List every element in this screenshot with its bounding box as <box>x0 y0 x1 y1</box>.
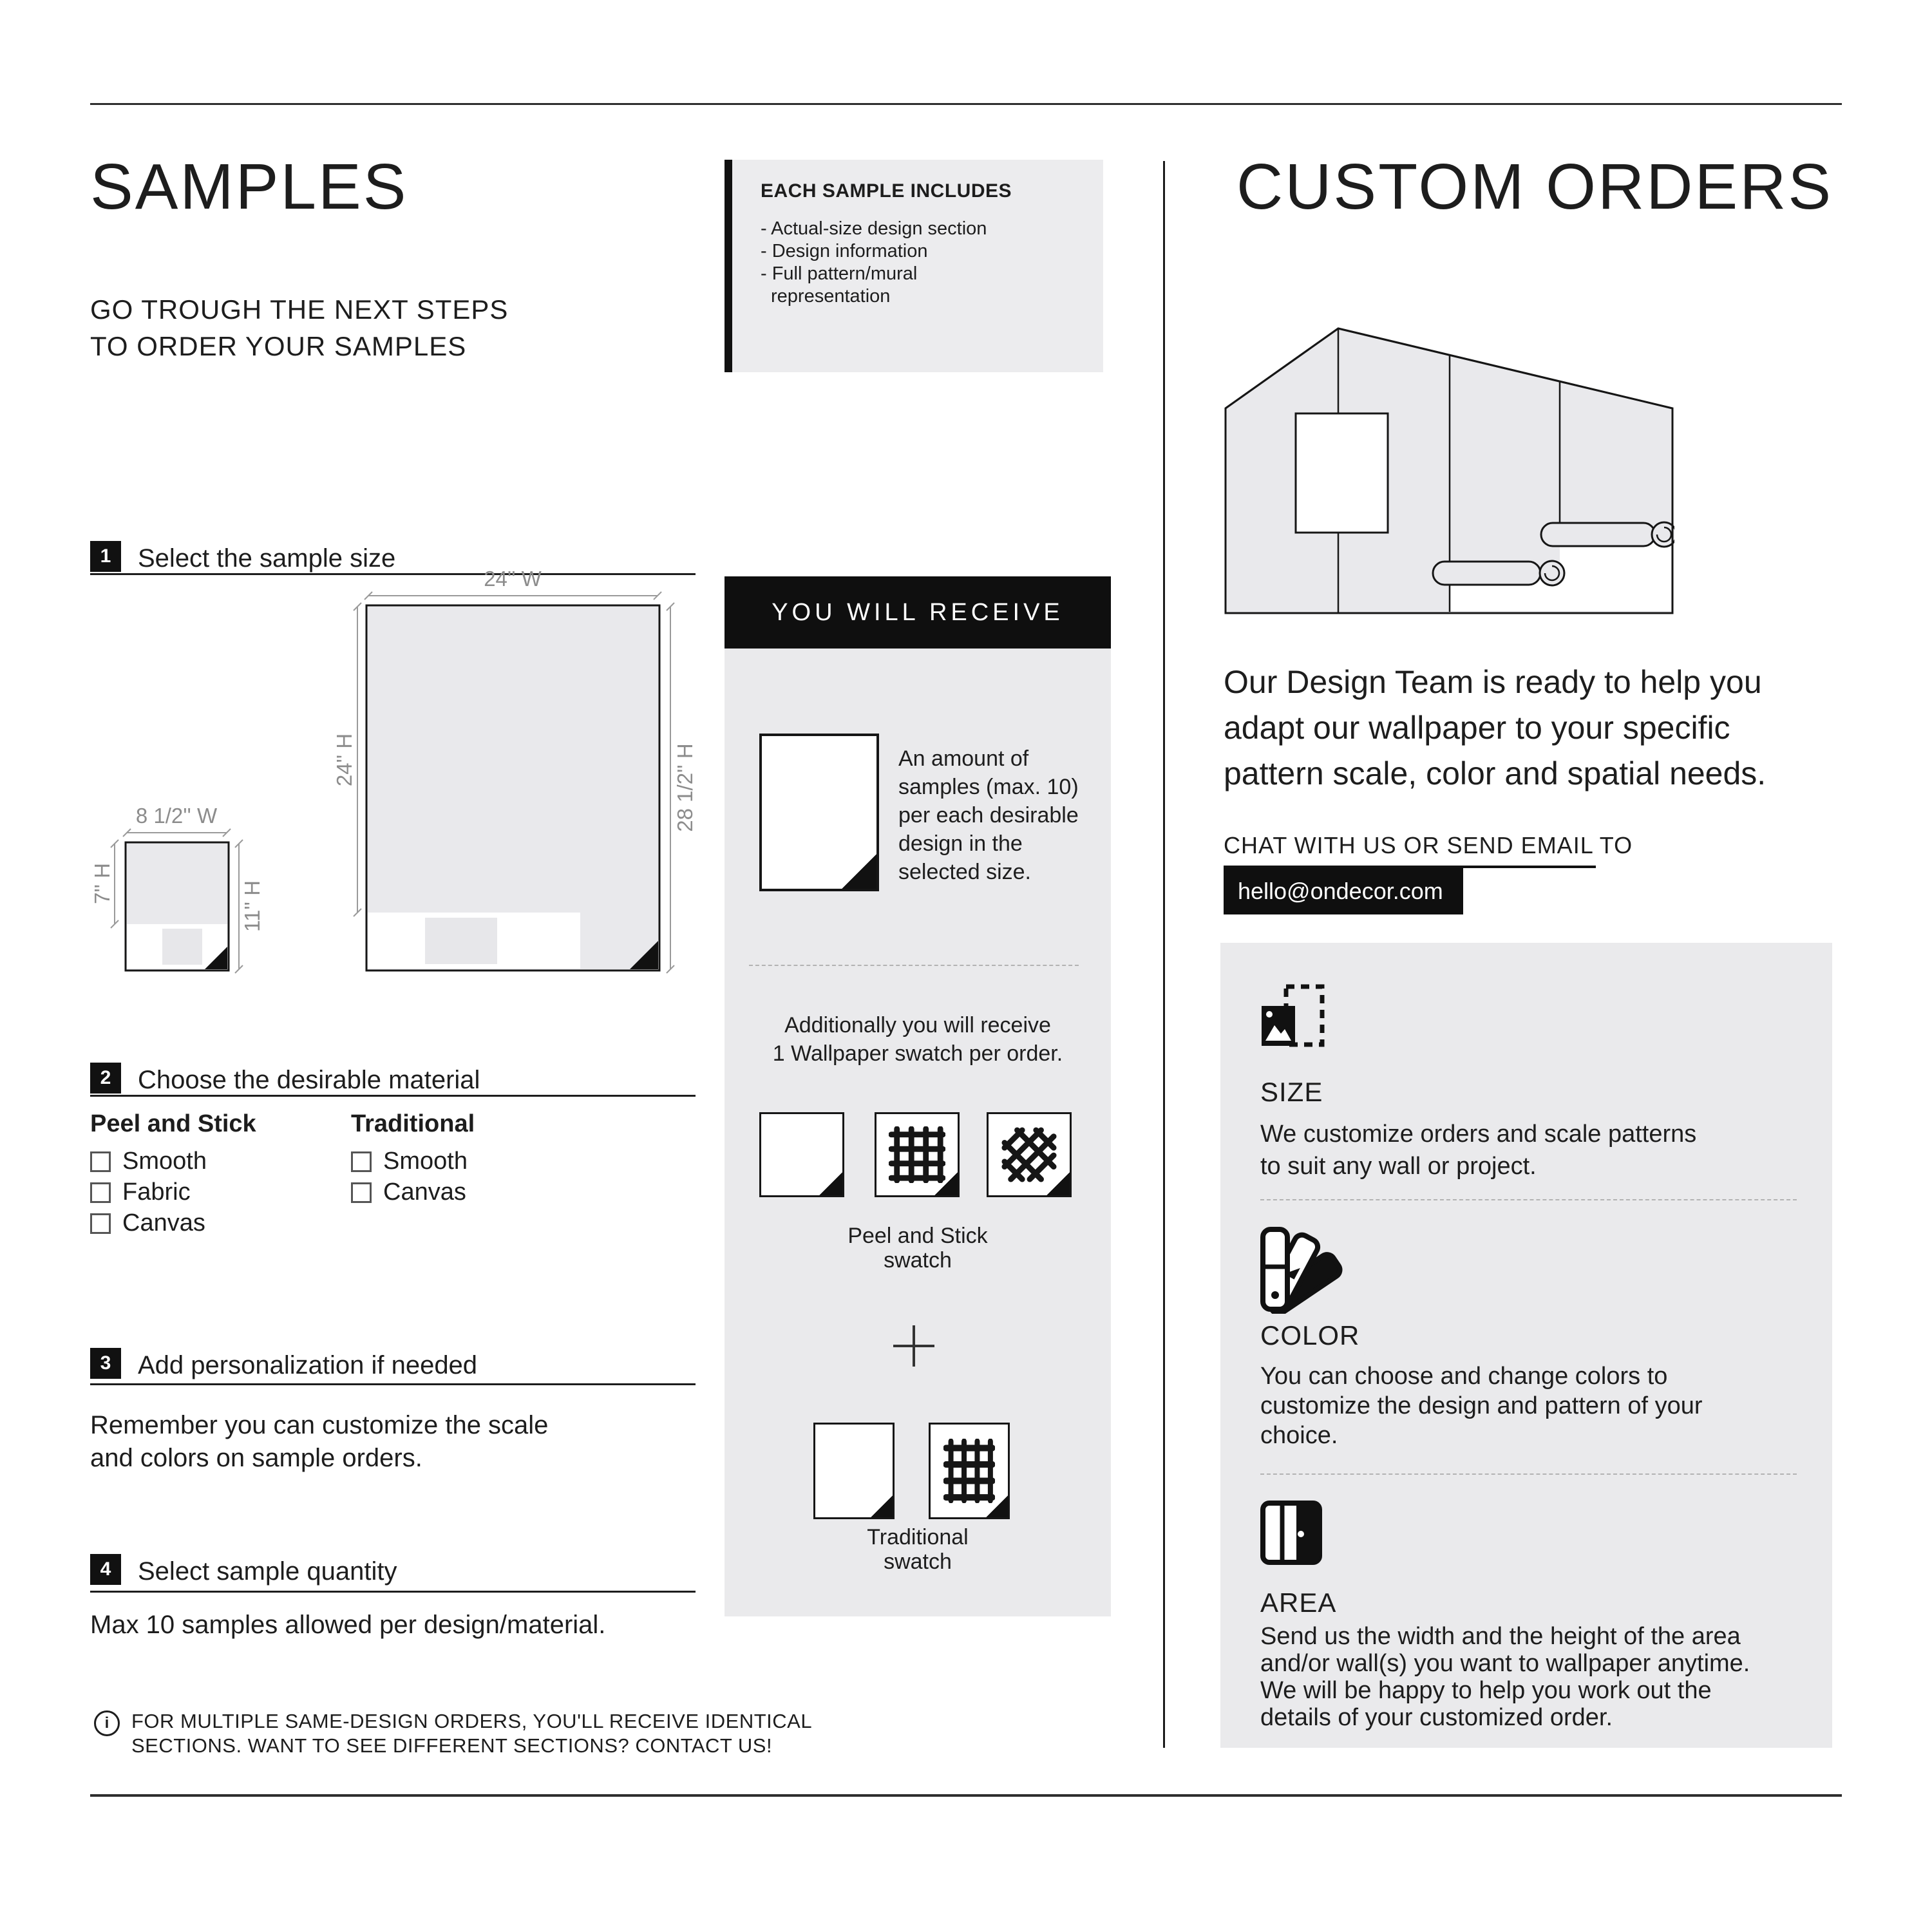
size-body-line: to suit any wall or project. <box>1260 1153 1537 1180</box>
checkbox[interactable] <box>351 1182 372 1203</box>
each-sample-includes-box <box>724 160 1103 372</box>
step-1-badge: 1 <box>90 541 121 572</box>
size-body <box>1260 1118 1696 1182</box>
checkbox[interactable] <box>90 1151 111 1172</box>
material-option-label: Smooth <box>122 1148 207 1175</box>
step-3-body <box>90 1409 548 1475</box>
step-4-rule <box>90 1591 696 1593</box>
area-body-line: and/or wall(s) you want to wallpaper anytime. <box>1260 1650 1750 1677</box>
includes-item: representation <box>771 286 891 307</box>
folded-corner <box>1046 1172 1070 1195</box>
color-body-line: customize the design and pattern of your <box>1260 1392 1703 1419</box>
additional-note-line: Additionally you will receive <box>784 1013 1051 1037</box>
you-will-receive-banner <box>724 576 1111 649</box>
bottom-note <box>131 1709 812 1758</box>
folded-corner <box>986 1495 1008 1517</box>
caption-line: Traditional <box>867 1525 969 1549</box>
step-3-rule <box>90 1383 696 1385</box>
samples-title: SAMPLES <box>90 151 408 223</box>
receive-desc-line: samples (max. 10) <box>898 775 1079 799</box>
email-text: hello@ondecor.com <box>1238 878 1443 904</box>
caption-line: Peel and Stick <box>848 1224 988 1248</box>
color-body-line: You can choose and change colors to <box>1260 1363 1668 1390</box>
intro-line: TO ORDER YOUR SAMPLES <box>90 331 467 361</box>
area-body-line: We will be happy to help you work out the <box>1260 1677 1712 1704</box>
custom-orders-title: CUSTOM ORDERS <box>1236 151 1833 223</box>
step-2-rule <box>90 1095 696 1097</box>
window <box>1296 413 1388 533</box>
step-4-title: Select sample quantity <box>138 1557 397 1586</box>
material-option-label: Canvas <box>383 1179 466 1206</box>
folded-corner <box>819 1172 842 1195</box>
blank-swatch <box>759 1112 844 1197</box>
custom-desc-line: adapt our wallpaper to your specific <box>1224 710 1730 746</box>
area-body <box>1260 1623 1750 1731</box>
receive-desc <box>898 744 1079 886</box>
grid-pattern-icon <box>943 1439 995 1503</box>
material-option-row <box>90 1209 205 1237</box>
material-option-label: Canvas <box>122 1209 205 1236</box>
material-option-label: Smooth <box>383 1148 468 1175</box>
grid-page-swatch <box>929 1423 1010 1519</box>
receive-desc-line: An amount of <box>898 746 1029 771</box>
size-body-line: We customize orders and scale patterns <box>1260 1121 1697 1148</box>
blank-page-swatch <box>813 1423 895 1519</box>
sample-page-icon <box>759 734 879 891</box>
includes-item: - Full pattern/mural <box>761 263 918 284</box>
step-3-title: Add personalization if needed <box>138 1351 478 1379</box>
custom-desc-line: Our Design Team is ready to help you <box>1224 664 1762 700</box>
small-height-left-label: 7'' H <box>90 863 114 904</box>
material-option-row <box>90 1148 207 1175</box>
folded-corner <box>871 1495 893 1517</box>
includes-item: - Actual-size design section <box>761 218 987 239</box>
small-height-right-label: 11'' H <box>240 880 264 932</box>
material-option-row <box>351 1148 468 1175</box>
includes-box-title: EACH SAMPLE INCLUDES <box>761 180 1012 202</box>
features-divider <box>1260 1199 1797 1200</box>
custom-desc-line: pattern scale, color and spatial needs. <box>1224 755 1766 791</box>
plus-icon <box>893 1325 934 1367</box>
large-width-label: 24'' W <box>484 567 542 591</box>
top-rule <box>90 103 1842 105</box>
caption-line: swatch <box>884 1248 952 1273</box>
area-title: AREA <box>1260 1587 1337 1618</box>
area-wall-icon <box>1260 1501 1322 1565</box>
grid-swatch <box>875 1112 960 1197</box>
material-option-row <box>90 1179 191 1206</box>
checkbox[interactable] <box>351 1151 372 1172</box>
banner-label: YOU WILL RECEIVE <box>772 598 1064 626</box>
bottom-note-line: SECTIONS. WANT TO SEE DIFFERENT SECTIONS? CONTACT US! <box>131 1734 773 1757</box>
step-2-badge: 2 <box>90 1063 121 1094</box>
sample-size-diagram <box>90 560 715 1005</box>
large-height-right-label: 28 1/2'' H <box>673 743 697 832</box>
bottom-rule <box>90 1794 1842 1797</box>
crosshatch-swatch <box>987 1112 1072 1197</box>
small-width-label: 8 1/2'' W <box>135 804 218 828</box>
wallpapered-wall-illustration <box>1224 322 1674 615</box>
color-title: COLOR <box>1260 1320 1360 1350</box>
traditional-swatch-caption <box>724 1525 1111 1574</box>
receive-desc-line: per each desirable <box>898 803 1079 828</box>
size-crop-icon <box>1260 984 1325 1048</box>
size-title: SIZE <box>1260 1077 1323 1107</box>
checkbox[interactable] <box>90 1182 111 1203</box>
additional-note-line: 1 Wallpaper swatch per order. <box>772 1041 1063 1066</box>
step-4-body <box>90 1609 605 1642</box>
receive-desc-line: selected size. <box>898 860 1031 884</box>
checkbox[interactable] <box>90 1213 111 1234</box>
step-4-badge: 4 <box>90 1554 121 1585</box>
email-address[interactable] <box>1224 868 1463 914</box>
additional-note <box>724 1011 1111 1068</box>
folded-corner <box>842 854 876 889</box>
receive-desc-line: design in the <box>898 831 1023 856</box>
caption-line: swatch <box>884 1549 952 1574</box>
step-1-title: Select the sample size <box>138 544 396 573</box>
large-height-left-label: 24'' H <box>332 733 356 787</box>
step-3-body-line: and colors on sample orders. <box>90 1444 422 1472</box>
intro-line: GO TROUGH THE NEXT STEPS <box>90 294 509 325</box>
bottom-note-line: FOR MULTIPLE SAME-DESIGN ORDERS, YOU'LL RECEIVE IDENTICAL <box>131 1710 813 1732</box>
material-option-label: Fabric <box>122 1179 191 1206</box>
peel-swatch-caption <box>724 1224 1111 1273</box>
custom-orders-desc <box>1224 659 1766 797</box>
column-divider <box>1163 161 1165 1748</box>
step-2-title: Choose the desirable material <box>138 1066 480 1094</box>
step-3-badge: 3 <box>90 1348 121 1379</box>
chat-label: CHAT WITH US OR SEND EMAIL TO <box>1224 832 1633 858</box>
samples-intro <box>90 291 508 365</box>
area-body-line: details of your customized order. <box>1260 1704 1613 1731</box>
traditional-heading: Traditional <box>351 1110 475 1137</box>
step-3-body-line: Remember you can customize the scale <box>90 1411 549 1439</box>
folded-corner <box>934 1172 958 1195</box>
area-body-line: Send us the width and the height of the area <box>1260 1623 1741 1650</box>
material-option-row <box>351 1179 466 1206</box>
color-swatches-icon <box>1260 1227 1347 1314</box>
features-divider <box>1260 1473 1797 1475</box>
step-4-body-line: Max 10 samples allowed per design/material. <box>90 1611 606 1639</box>
color-body <box>1260 1361 1703 1450</box>
includes-item: - Design information <box>761 241 928 261</box>
color-body-line: choice. <box>1260 1422 1338 1449</box>
info-icon: i <box>94 1710 120 1736</box>
peel-and-stick-heading: Peel and Stick <box>90 1110 256 1137</box>
receive-divider <box>749 965 1079 966</box>
